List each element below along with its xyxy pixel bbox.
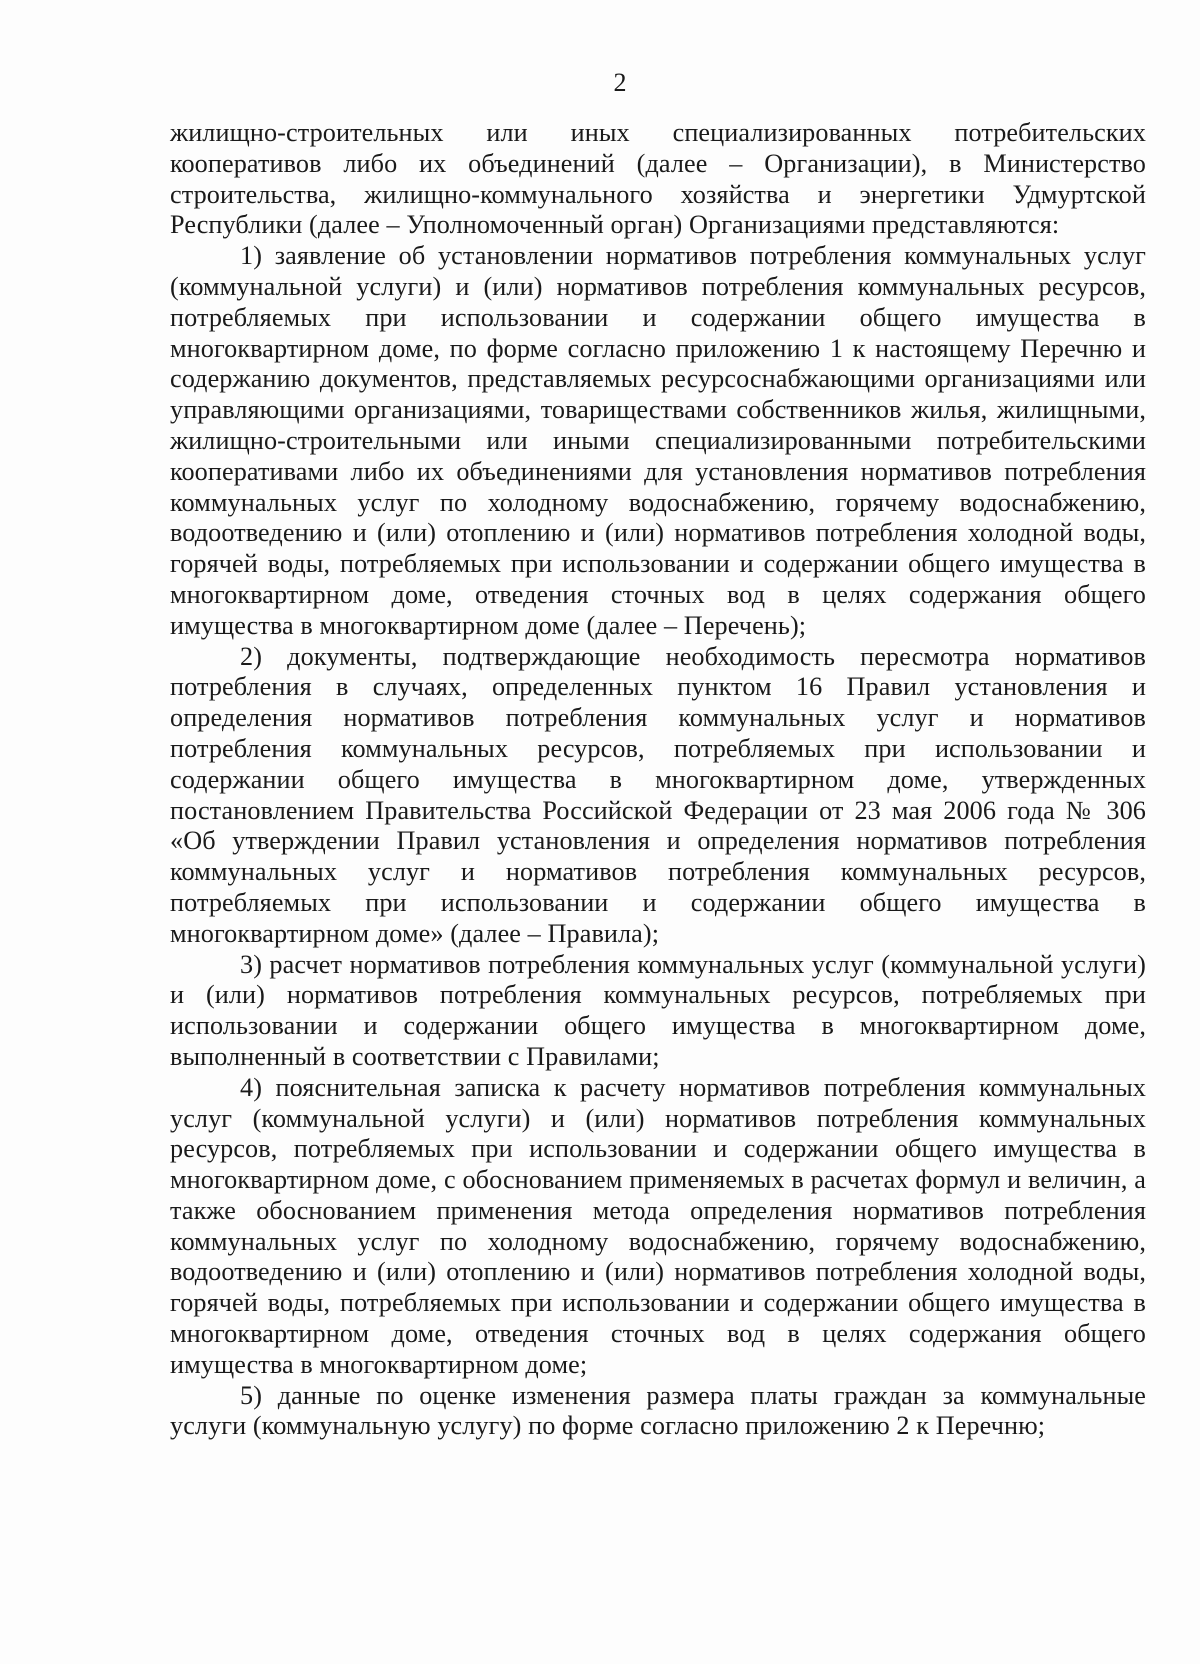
paragraph-intro: жилищно-строительных или иных специализированных потребительских кооперативов либо их объединений (далее – Организации), в Министерство строительства, жилищно-коммунального хозяйства и энергетики Удмуртской Республики (далее – Уполномоченный орган) Организациями представляются: — [170, 118, 1146, 240]
paragraph-item-2: 2) документы, подтверждающие необходимость пересмотра нормативов потребления в случаях, определенных пунктом 16 Правил установления и определения нормативов потребления коммунальных услуг и нормативов потребления коммунальных ресурсов, потребляемых при использовании и содержании общего имущества в многоквартирном доме, утвержденных постановлением Правительства Российской Федерации от 23 мая 2006 года № 306 «Об утверждении Правил установления и определения нормативов потребления коммунальных услуг и нормативов потребления коммунальных ресурсов, потребляемых при использовании и содержании общего имущества в многоквартирном доме» (далее – Правила); — [170, 641, 1146, 948]
paragraph-item-5: 5) данные по оценке изменения размера платы граждан за коммунальные услуги (коммунальную услугу) по форме согласно приложению 2 к Перечню; — [170, 1380, 1146, 1441]
paragraph-item-3: 3) расчет нормативов потребления коммунальных услуг (коммунальной услуги) и (или) нормативов потребления коммунальных ресурсов, потребляемых при использовании и содержании общего имущества в многоквартирном доме, выполненный в соответствии с Правилами; — [170, 949, 1146, 1071]
paragraph-item-4: 4) пояснительная записка к расчету нормативов потребления коммунальных услуг (коммунальной услуги) и (или) нормативов потребления коммунальных ресурсов, потребляемых при использовании и содержании общего имущества в многоквартирном доме, с обоснованием применяемых в расчетах формул и величин, а также обоснованием применения метода определения нормативов потребления коммунальных услуг по холодному водоснабжению, горячему водоснабжению, водоотведению и (или) отоплению и (или) нормативов потребления холодной воды, горячей воды, потребляемых при использовании и содержании общего имущества в многоквартирном доме, отведения сточных вод в целях содержания общего имущества в многоквартирном доме; — [170, 1072, 1146, 1379]
paragraph-item-1: 1) заявление об установлении нормативов потребления коммунальных услуг (коммунальной услуги) и (или) нормативов потребления коммунальных ресурсов, потребляемых при использовании и содержании общего имущества в многоквартирном доме, по форме согласно приложению 1 к настоящему Перечню и содержанию документов, представляемых ресурсоснабжающими организациями или управляющими организациями, товариществами собственников жилья, жилищными, жилищно-строительными или иными специализированными потребительскими кооперативами либо их объединениями для установления нормативов потребления коммунальных услуг по холодному водоснабжению, горячему водоснабжению, водоотведению и (или) отоплению и (или) нормативов потребления холодной воды, горячей воды, потребляемых при использовании и содержании общего имущества в многоквартирном доме, отведения сточных вод в целях содержания общего имущества в многоквартирном доме (далее – Перечень); — [170, 241, 1146, 640]
page-number: 2 — [613, 68, 627, 97]
document-body — [170, 118, 1146, 1442]
